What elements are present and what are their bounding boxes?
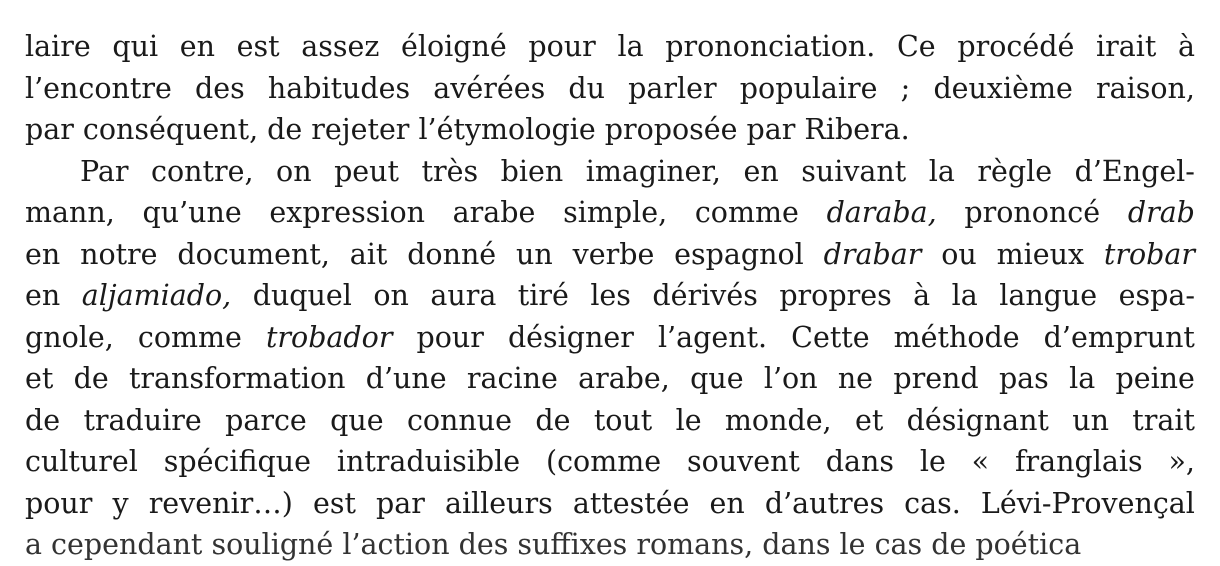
- text-line: [25, 317, 1195, 359]
- body-text: [25, 26, 1195, 561]
- word: drab: [1127, 196, 1195, 229]
- word: notre: [80, 237, 158, 271]
- word: document,: [177, 237, 330, 271]
- text-line: [25, 192, 1195, 234]
- word: racine: [466, 362, 558, 395]
- word: suivant: [801, 154, 907, 188]
- word: un: [1072, 403, 1109, 437]
- word: traduire: [83, 403, 202, 437]
- word: souvent: [686, 445, 800, 478]
- word: franglais: [1014, 445, 1143, 478]
- word: en: [25, 279, 61, 312]
- word: populaire: [739, 71, 878, 105]
- word: ou: [941, 237, 977, 271]
- word: arabe: [452, 196, 536, 229]
- word: aura: [430, 279, 497, 312]
- word: et: [854, 403, 884, 437]
- word: Lévi-Provençal: [980, 486, 1195, 520]
- word: langue: [999, 279, 1098, 312]
- word: les: [590, 279, 631, 312]
- word: la: [1069, 362, 1096, 395]
- word: arabe,: [578, 362, 670, 395]
- word: que: [330, 403, 384, 437]
- word: des: [194, 71, 245, 105]
- word: «: [971, 445, 990, 478]
- word: du: [568, 71, 606, 105]
- word: trobador: [265, 320, 393, 354]
- word: parce: [225, 403, 307, 437]
- word: verbe: [572, 237, 655, 271]
- word: tiré: [517, 279, 569, 312]
- text-line: [25, 441, 1195, 483]
- word: peine: [1115, 362, 1195, 395]
- cut-off-line: a cependant souligné l’action des suffixes romans, dans le cas de poética: [25, 528, 1082, 561]
- word: assez: [301, 30, 380, 63]
- text-line: [25, 400, 1195, 442]
- word: transformation: [128, 362, 346, 395]
- word: méthode: [893, 320, 1020, 354]
- word: conséquent,: [82, 113, 259, 146]
- word: trait: [1132, 403, 1195, 437]
- word: le: [919, 445, 946, 478]
- word: la: [617, 30, 644, 63]
- word: est: [236, 30, 280, 63]
- word: pour: [528, 30, 596, 63]
- word: pour: [25, 486, 93, 520]
- word: prononcé: [964, 196, 1101, 229]
- word: en: [743, 154, 779, 188]
- word: de: [25, 403, 61, 437]
- text-line: [25, 26, 1195, 68]
- word: bien: [500, 154, 564, 188]
- word: y: [112, 486, 129, 520]
- word: Par: [80, 154, 129, 188]
- word: désignant: [906, 403, 1049, 437]
- word: attestée: [572, 486, 690, 520]
- word: simple,: [563, 196, 668, 229]
- word: dans: [825, 445, 894, 478]
- word: est: [312, 486, 356, 520]
- word: gnole,: [25, 320, 114, 354]
- word: par: [746, 113, 796, 146]
- word: éloigné: [401, 30, 507, 63]
- word: pour: [416, 320, 484, 354]
- word: »,: [1168, 445, 1195, 478]
- word: habitudes: [267, 71, 411, 105]
- word: à: [1177, 30, 1195, 63]
- word: par: [25, 113, 74, 146]
- word: prend: [893, 362, 979, 395]
- word: que: [690, 362, 744, 395]
- word: deuxième: [933, 71, 1073, 105]
- word: avérées: [433, 71, 546, 105]
- word: pas: [998, 362, 1049, 395]
- word: la: [928, 154, 955, 188]
- word: donné: [407, 237, 497, 271]
- word: drabar: [823, 237, 922, 271]
- word: laire: [25, 30, 91, 63]
- word: trobar: [1103, 237, 1195, 271]
- word: raison,: [1096, 71, 1195, 105]
- word: et: [25, 362, 54, 395]
- word: connue: [406, 403, 512, 437]
- word: d’emprunt: [1043, 320, 1195, 354]
- word: à: [913, 279, 931, 312]
- word: en: [179, 30, 215, 63]
- word: Ribera.: [804, 113, 910, 146]
- word: revenir…): [148, 486, 293, 520]
- word: on: [276, 154, 312, 188]
- word: proposée: [604, 113, 738, 146]
- word: ne: [837, 362, 874, 395]
- word: tout: [593, 403, 653, 437]
- word: ait: [349, 237, 388, 271]
- word: espa-: [1118, 279, 1195, 312]
- word: (comme: [545, 445, 662, 478]
- text-line: [25, 358, 1195, 400]
- word: un: [516, 237, 553, 271]
- word: par: [376, 486, 425, 520]
- text-line: [25, 151, 1195, 193]
- word: imaginer,: [585, 154, 721, 188]
- word: daraba,: [826, 196, 937, 229]
- word: spécifique: [163, 445, 312, 478]
- word: contre,: [151, 154, 254, 188]
- word: irait: [1095, 30, 1157, 63]
- word: intraduisible: [336, 445, 521, 478]
- word: règle: [977, 154, 1053, 188]
- word: de: [73, 362, 109, 395]
- word: cas.: [904, 486, 961, 520]
- word: expression: [269, 196, 425, 229]
- word: ailleurs: [444, 486, 553, 520]
- word: espagnol: [674, 237, 804, 271]
- word: d’Engel-: [1074, 154, 1195, 188]
- word: procédé: [957, 30, 1075, 63]
- word: en: [709, 486, 745, 520]
- word: l’on: [763, 362, 818, 395]
- word: désigner: [507, 320, 634, 354]
- word: monde,: [724, 403, 832, 437]
- word: duquel: [252, 279, 352, 312]
- word: qu’une: [142, 196, 242, 229]
- word: de: [535, 403, 571, 437]
- word: comme: [137, 320, 242, 354]
- word: qui: [112, 30, 159, 63]
- word: dérivés: [652, 279, 758, 312]
- word: en: [25, 237, 61, 271]
- text-line: [25, 234, 1195, 276]
- word: le: [675, 403, 702, 437]
- word: propres: [779, 279, 892, 312]
- text-line: [25, 483, 1195, 525]
- word: rejeter: [311, 113, 410, 146]
- word: de: [267, 113, 303, 146]
- word: parler: [628, 71, 717, 105]
- word: très: [421, 154, 479, 188]
- word: la: [951, 279, 978, 312]
- word: Ce: [897, 30, 936, 63]
- word: aljamiado,: [81, 279, 232, 312]
- text-line: [25, 109, 1195, 151]
- word: l’agent.: [657, 320, 768, 354]
- word: culturel: [25, 445, 138, 478]
- word: d’autres: [764, 486, 885, 520]
- word: d’une: [365, 362, 447, 395]
- word: mann,: [25, 196, 115, 229]
- word: comme: [694, 196, 799, 229]
- word: prononciation.: [665, 30, 876, 63]
- word: peut: [334, 154, 399, 188]
- word: mieux: [996, 237, 1085, 271]
- word: l’étymologie: [418, 113, 596, 146]
- word: l’encontre: [25, 71, 172, 105]
- text-line: [25, 68, 1195, 110]
- text-line: [25, 275, 1195, 317]
- word: on: [373, 279, 409, 312]
- word: Cette: [791, 320, 870, 354]
- word: ;: [900, 71, 911, 105]
